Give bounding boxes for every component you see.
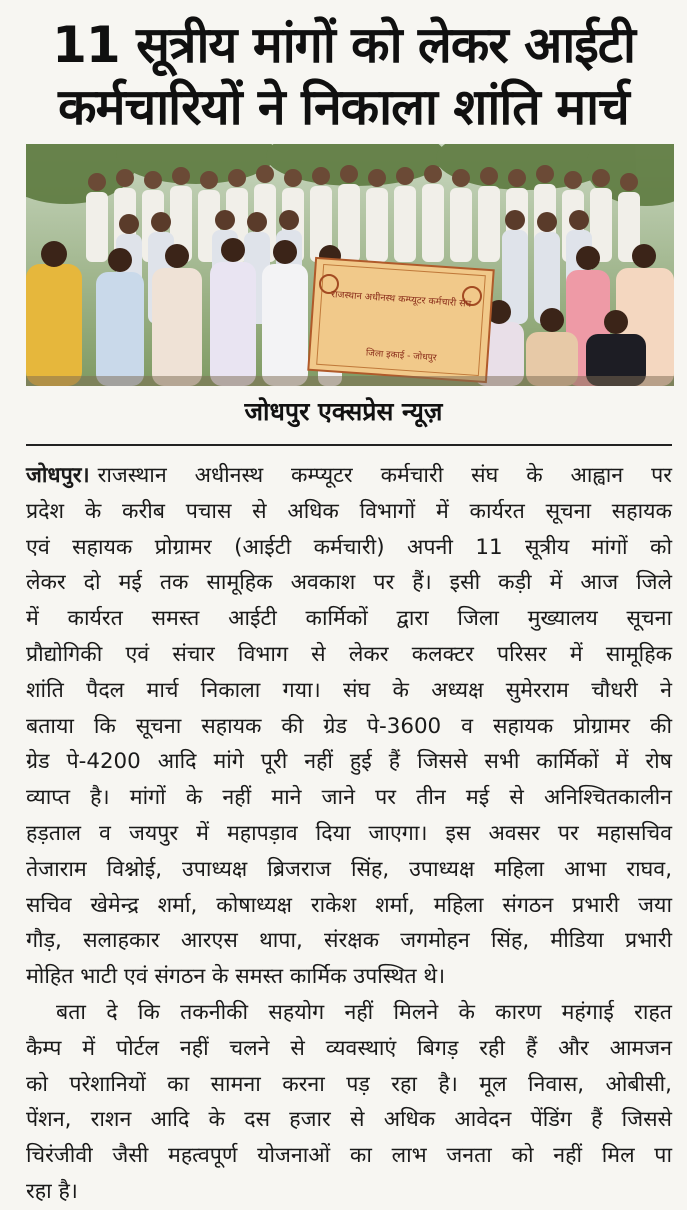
article-line-text: तेजाराम विश्नोई, उपाध्यक्ष ब्रिजराज सिंह, उपाध्यक्ष महिला आभा राघव,	[26, 856, 672, 882]
headline-line-1: 11 सूत्रीय मांगों को लेकर आईटी	[52, 16, 635, 74]
headline	[0, 14, 687, 138]
article-line	[26, 458, 672, 494]
article-line	[26, 1067, 672, 1103]
article-line-text: ग्रेड पे-4200 आदि मांगे पूरी नहीं हुई हैं जिससे सभी कार्मिकों में रोष	[26, 749, 672, 775]
article-line	[26, 673, 672, 709]
article-line-text: सचिव खेमेन्द्र शर्मा, कोषाध्यक्ष राकेश शर्मा, महिला संगठन प्रभारी जया	[26, 892, 672, 918]
article-line	[26, 601, 672, 637]
article-line	[26, 1138, 672, 1174]
article-line	[26, 744, 672, 780]
article-line	[26, 959, 672, 995]
article-line	[26, 637, 672, 673]
article-line	[26, 1102, 672, 1138]
article-line-text: को परेशानियों का सामना करना पड़ रहा है। मूल निवास, ओबीसी,	[26, 1071, 672, 1097]
article-line-text: में कार्यरत समस्त आईटी कार्मिकों द्वारा जिला मुख्यालय सूचना	[26, 606, 672, 632]
group-photo-illustration	[26, 144, 674, 386]
article-line-text: चिरंजीवी जैसी महत्वपूर्ण योजनाओं का लाभ जनता को नहीं मिल पा	[26, 1143, 672, 1169]
article-line	[26, 709, 672, 745]
group-photo	[26, 144, 674, 386]
article-line-text: एवं सहायक प्रोग्रामर (आईटी कर्मचारी) अपनी 11 सूत्रीय मांगों को	[26, 534, 672, 560]
article-body	[26, 458, 672, 1210]
paragraph-1	[26, 458, 672, 995]
photo-credit: जोधपुर एक्सप्रेस न्यूज़	[244, 397, 443, 426]
divider	[26, 444, 672, 446]
article-line-text: बताया कि सूचना सहायक की ग्रेड पे-3600 व सहायक प्रोग्रामर की	[26, 713, 672, 739]
article-line-text: रहा है।	[26, 1178, 78, 1204]
article-line	[26, 1031, 672, 1067]
headline-line-2: कर्मचारियों ने निकाला शांति मार्च	[58, 78, 629, 136]
article-line	[26, 852, 672, 888]
paragraph-2	[26, 995, 672, 1210]
article-line-text: कैम्प में पोर्टल नहीं चलने से व्यवस्थाएं बिगड़ रही हैं और आमजन	[26, 1035, 672, 1061]
article-line	[26, 995, 672, 1031]
article-line-text: पेंशन, राशन आदि के दस हजार से अधिक आवेदन पेंडिंग हैं जिससे	[26, 1107, 673, 1133]
article-line	[26, 565, 672, 601]
article-line	[26, 1174, 672, 1210]
article-line-text: लेकर दो मई तक सामूहिक अवकाश पर हैं। इसी कड़ी में आज जिले	[26, 570, 672, 596]
article-line	[26, 816, 672, 852]
article-line-text: मोहित भाटी एवं संगठन के समस्त कार्मिक उपस्थित थे।	[26, 964, 446, 990]
article-line	[26, 888, 672, 924]
article-line-text: शांति पैदल मार्च निकाला गया। संघ के अध्यक्ष सुमेरराम चौधरी ने	[26, 677, 672, 703]
article-line-text: व्याप्त है। मांगों के नहीं माने जाने पर तीन मई से अनिश्चितकालीन	[26, 785, 672, 811]
banner-subtext: जिला इकाई - जोधपुर	[365, 348, 437, 364]
dateline: जोधपुर।	[26, 463, 90, 488]
article-line-text: गौड़, सलाहकार आरएस थापा, संरक्षक जगमोहन सिंह, मीडिया प्रभारी	[26, 928, 672, 954]
banner-text: राजस्थान अधीनस्थ कम्प्यूटर कर्मचारी संघ	[330, 289, 472, 310]
article-line	[26, 530, 672, 566]
article-line-text: राजस्थान अधीनस्थ कम्प्यूटर कर्मचारी संघ के आह्वान पर	[97, 463, 672, 488]
article-line-text: बता दे कि तकनीकी सहयोग नहीं मिलने के कारण महंगाई राहत	[56, 999, 672, 1025]
article-line	[26, 923, 672, 959]
article-line	[26, 780, 672, 816]
article-line-text: प्रदेश के करीब पचास से अधिक विभागों में कार्यरत सूचना सहायक	[26, 498, 672, 524]
article-line-text: प्रौद्योगिकी एवं संचार विभाग से लेकर कलक्टर परिसर में सामूहिक	[26, 641, 672, 667]
article-line	[26, 494, 672, 530]
article-line-text: हड़ताल व जयपुर में महापड़ाव दिया जाएगा। इस अवसर पर महासचिव	[26, 820, 672, 846]
